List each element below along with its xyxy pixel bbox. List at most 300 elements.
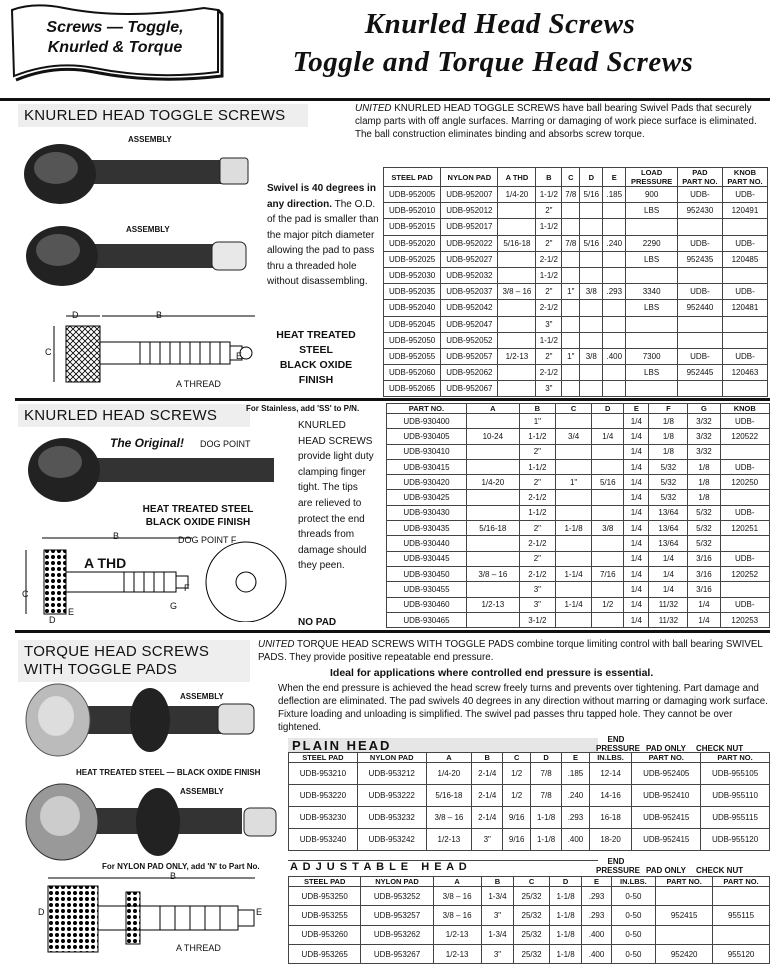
table-cell (555, 459, 591, 474)
heat-line-2: STEEL (299, 344, 333, 356)
table-row (289, 944, 770, 963)
column-header: NYLON PAD (361, 877, 433, 887)
table-cell (722, 332, 767, 348)
table-cell: 9/16 (503, 807, 531, 829)
table-cell (580, 251, 603, 267)
table-cell: UDB-952017 (441, 219, 498, 235)
brand-name: UNITED (355, 103, 392, 114)
table-cell: UDB-952065 (384, 381, 441, 397)
table-row (384, 332, 768, 348)
table-cell: 1/4 (688, 597, 720, 612)
column-header: A (433, 877, 481, 887)
table-row (289, 906, 770, 925)
table-cell: 5/32 (688, 536, 720, 551)
swivel-note-bold: Swivel is 40 degrees in any direction. (267, 183, 376, 210)
table-cell: 120522 (720, 429, 770, 444)
table-cell (498, 381, 536, 397)
section-divider-2 (15, 398, 770, 401)
table-cell: 5/32 (688, 505, 720, 520)
table-row (384, 381, 768, 397)
column-header: LOAD PRESSURE (626, 168, 678, 187)
table-cell: 120251 (720, 521, 770, 536)
table-cell: 1/4 (624, 505, 649, 520)
table-cell: UDB-952020 (384, 235, 441, 251)
table-cell: 1/4 (624, 444, 649, 459)
torque-screw-photo-2 (22, 778, 282, 862)
table-cell: 1/8 (649, 444, 688, 459)
table-cell: 1/4 (624, 429, 649, 444)
table-cell (626, 219, 678, 235)
table-cell: .400 (562, 829, 590, 851)
table-cell: 3" (519, 582, 555, 597)
table-cell: 955115 (713, 906, 770, 925)
table-cell: 1/4 (649, 551, 688, 566)
table-cell: 13/64 (649, 505, 688, 520)
table-cell: UDB-952030 (384, 267, 441, 283)
table-row (289, 763, 770, 785)
table-row (384, 251, 768, 267)
table-cell: 25/32 (514, 887, 549, 906)
table-cell (466, 536, 519, 551)
table-cell: 2" (536, 203, 562, 219)
table-cell (720, 536, 770, 551)
table-cell: 1-1/8 (549, 887, 582, 906)
table-cell: 1/4 (624, 475, 649, 490)
table-cell: 3/8 – 16 (433, 906, 481, 925)
column-header: B (536, 168, 562, 187)
table-cell: UDB-952060 (384, 365, 441, 381)
table-cell (580, 365, 603, 381)
dim-b: B (170, 871, 177, 881)
table-cell: 120485 (722, 251, 767, 267)
table-cell: UDB-953255 (289, 906, 361, 925)
table-cell (592, 536, 624, 551)
section-divider-3 (15, 630, 770, 633)
table-cell (677, 381, 722, 397)
table-cell: 120253 (720, 612, 770, 627)
table-cell: 3" (536, 316, 562, 332)
column-header: D (549, 877, 582, 887)
table-cell: 955120 (713, 944, 770, 963)
table-cell: UDB-930460 (387, 597, 467, 612)
table-cell: 3/8 (580, 348, 603, 364)
table-cell: 7/8 (530, 785, 561, 807)
table-cell (466, 582, 519, 597)
table-cell (603, 251, 626, 267)
table-cell (466, 414, 519, 429)
table-cell: 952445 (677, 365, 722, 381)
table-row (387, 444, 770, 459)
table-cell: UDB-952415 (632, 829, 701, 851)
table-cell: 1/4 (624, 536, 649, 551)
table-cell: 120481 (722, 300, 767, 316)
table-cell: UDB-953250 (289, 887, 361, 906)
table-cell: UDB-953220 (289, 785, 358, 807)
table-cell: 1/4 (624, 490, 649, 505)
table-cell (592, 582, 624, 597)
table-row (384, 316, 768, 332)
table-cell: 0-50 (611, 906, 656, 925)
table-cell: 1/2 (592, 597, 624, 612)
table-cell: UDB- (722, 187, 767, 203)
table-cell (580, 267, 603, 283)
table-cell (562, 316, 580, 332)
heat-line-1: HEAT TREATED STEEL (142, 504, 254, 515)
table-cell: UDB-930445 (387, 551, 467, 566)
table-cell (562, 332, 580, 348)
table-cell: UDB-952025 (384, 251, 441, 267)
column-header: NYLON PAD (357, 753, 426, 763)
table-cell: 2-1/2 (519, 566, 555, 581)
table-row (289, 925, 770, 944)
table-cell: 120252 (720, 566, 770, 581)
table-cell: UDB-952405 (632, 763, 701, 785)
table-cell: .293 (582, 906, 611, 925)
table-cell: 25/32 (514, 925, 549, 944)
table-cell (722, 381, 767, 397)
table-cell (498, 251, 536, 267)
dim-e: E (68, 607, 75, 617)
toggle-intro (355, 102, 765, 141)
table-cell: 1/4 (624, 582, 649, 597)
table-row (384, 203, 768, 219)
table-cell (722, 316, 767, 332)
column-header: STEEL PAD (289, 753, 358, 763)
table-cell (498, 219, 536, 235)
table-cell: 1/2-13 (433, 944, 481, 963)
table-cell (562, 267, 580, 283)
dim-dogpoint-f: DOG POINT F (178, 535, 237, 545)
table-cell: 25/32 (514, 944, 549, 963)
table-cell: 3" (481, 944, 514, 963)
column-header: B (472, 753, 503, 763)
table-cell: 3" (519, 597, 555, 612)
table-cell (498, 300, 536, 316)
column-header: IN.LBS. (589, 753, 632, 763)
table-cell (562, 365, 580, 381)
table-cell: .185 (562, 763, 590, 785)
table-cell: 7/8 (530, 763, 561, 785)
table-cell: 1-3/4 (481, 887, 514, 906)
table-cell (603, 267, 626, 283)
table-cell: 7300 (626, 348, 678, 364)
table-row (387, 536, 770, 551)
table-cell: UDB-952022 (441, 235, 498, 251)
plain-checknut-label: CHECK NUT (696, 744, 744, 753)
heat-line-4: FINISH (298, 374, 334, 386)
table-header (289, 877, 770, 887)
table-row (387, 566, 770, 581)
table-cell: 3/4 (555, 429, 591, 444)
table-cell: 1/2-13 (466, 597, 519, 612)
table-cell: UDB-952005 (384, 187, 441, 203)
page-title: Knurled Head Screws (364, 8, 636, 40)
table-cell (498, 332, 536, 348)
table-cell: 1/4 (592, 429, 624, 444)
table-cell: 120250 (720, 475, 770, 490)
table-cell: UDB-930455 (387, 582, 467, 597)
table-cell (498, 365, 536, 381)
table-cell: UDB-953222 (357, 785, 426, 807)
table-cell: 5/32 (649, 490, 688, 505)
table-cell: UDB- (722, 235, 767, 251)
table-cell: UDB- (722, 284, 767, 300)
dim-athd: A THD (84, 555, 127, 571)
table-cell: 5/16 (580, 187, 603, 203)
table-cell: 3/8 – 16 (498, 284, 536, 300)
table-cell: 1/8 (688, 475, 720, 490)
table-cell: .240 (603, 235, 626, 251)
column-header: PART NO. (387, 404, 467, 414)
table-cell (603, 203, 626, 219)
table-cell: 1-1/8 (555, 521, 591, 536)
table-cell (580, 381, 603, 397)
table-row (384, 348, 768, 364)
dim-c: C (45, 347, 52, 357)
table-cell (626, 267, 678, 283)
adjustable-head-title: A D J U S T A B L E H E A D (288, 860, 598, 873)
assembly-label-2: ASSEMBLY (180, 787, 224, 796)
table-cell (466, 490, 519, 505)
table-cell: 1/2-13 (498, 348, 536, 364)
original-label: The Original! (110, 436, 185, 450)
table-cell: 5/16-18 (426, 785, 472, 807)
table-cell (603, 316, 626, 332)
table-cell: 2-1/4 (472, 807, 503, 829)
table-cell: UDB-952012 (441, 203, 498, 219)
dim-b: B (113, 531, 120, 541)
torque-intro-text: TORQUE HEAD SCREWS WITH TOGGLE PADS combine torque limiting control with ball bearing SWIVEL PADS. They provide positive repeatable end pressure. (258, 639, 763, 663)
table-cell: 2" (536, 235, 562, 251)
table-cell: UDB-953212 (357, 763, 426, 785)
dim-d: D (49, 615, 56, 625)
adjustable-head-table (288, 876, 770, 964)
table-cell: UDB-953265 (289, 944, 361, 963)
column-header: G (688, 404, 720, 414)
table-cell: UDB- (677, 235, 722, 251)
table-cell: .293 (582, 887, 611, 906)
table-cell: 16-18 (589, 807, 632, 829)
table-cell: UDB-953240 (289, 829, 358, 851)
table-cell: UDB-930450 (387, 566, 467, 581)
knurled-heat-note (138, 503, 258, 529)
table-cell (466, 612, 519, 627)
table-cell: 1/4 (624, 597, 649, 612)
table-body (289, 763, 770, 851)
table-cell (656, 887, 713, 906)
table-cell: 3/32 (688, 444, 720, 459)
table-cell: 7/16 (592, 566, 624, 581)
knurled-dimension-diagram (14, 530, 288, 622)
table-cell (555, 582, 591, 597)
table-cell: 1-1/2 (536, 187, 562, 203)
table-cell (713, 887, 770, 906)
table-cell: 952440 (677, 300, 722, 316)
table-cell: 952435 (677, 251, 722, 267)
table-cell: 5/16 (580, 235, 603, 251)
torque-intro (258, 638, 768, 664)
banner-text: Screws — Toggle, Knurled & Torque (46, 19, 184, 56)
column-header: D (580, 168, 603, 187)
table-cell: 2-1/2 (536, 300, 562, 316)
brand-name: UNITED (258, 639, 295, 650)
table-cell: 1/8 (688, 490, 720, 505)
ideal-note: Ideal for applications where controlled end pressure is essential. (330, 667, 654, 679)
torque-heat-note: HEAT TREATED STEEL — BLACK OXIDE FINISH (76, 768, 261, 777)
column-header: E (562, 753, 590, 763)
nylon-note: For NYLON PAD ONLY, add 'N' to Part No. (102, 862, 260, 871)
heat-line-1: HEAT TREATED (276, 329, 356, 341)
section-heading-torque (18, 640, 250, 682)
table-cell: UDB-953230 (289, 807, 358, 829)
table-cell: 3" (481, 906, 514, 925)
column-header: A (426, 753, 472, 763)
table-cell: .400 (603, 348, 626, 364)
table-cell: 12-14 (589, 763, 632, 785)
torque-heading-line-1: TORQUE HEAD SCREWS (24, 643, 210, 660)
table-cell: 1/2-13 (433, 925, 481, 944)
table-cell: 1/4 (624, 459, 649, 474)
table-row (384, 365, 768, 381)
table-cell: 3/8 (580, 284, 603, 300)
table-header (387, 404, 770, 414)
table-cell: UDB-952047 (441, 316, 498, 332)
table-cell (555, 612, 591, 627)
column-header: PART NO. (632, 753, 701, 763)
table-cell: 3/16 (688, 582, 720, 597)
torque-heading-line-2: WITH TOGGLE PADS (24, 661, 178, 678)
table-cell: 2" (519, 475, 555, 490)
assembly-label: ASSEMBLY (180, 692, 224, 701)
toggle-intro-text: KNURLED HEAD TOGGLE SCREWS have ball bearing Swivel Pads that securely clamp parts with off angle surfaces. Marring or damaging of work piece surface is eliminated. The ball construction eliminates binding and absorbs screw torque. (355, 103, 757, 140)
torque-desc: When the end pressure is achieved the head screw freely turns and prevents over tightening. Part damage and deflection are eliminated. The pad swivels 40 degrees in any direction without marring or damaging work surface. Fixture loading and unloading is simplified. The swivel pad passes thru tapped hole. They cannot be over tightened. (278, 683, 768, 733)
toggle-screw-table (383, 167, 768, 397)
adj-padonly-label: PAD ONLY (646, 866, 687, 875)
table-cell (555, 414, 591, 429)
table-cell: 3/8 – 16 (426, 807, 472, 829)
heat-line-3: BLACK OXIDE (279, 359, 353, 371)
table-cell: 13/64 (649, 536, 688, 551)
table-cell (498, 316, 536, 332)
table-cell: UDB- (677, 348, 722, 364)
table-cell: 3" (472, 829, 503, 851)
table-cell: UDB-952032 (441, 267, 498, 283)
dogpoint-label: DOG POINT (200, 439, 251, 449)
table-cell (466, 505, 519, 520)
table-cell: .293 (562, 807, 590, 829)
table-body (384, 187, 768, 397)
no-pad-label: NO PAD (298, 617, 337, 628)
column-header: D (592, 404, 624, 414)
table-row (387, 414, 770, 429)
table-cell (592, 444, 624, 459)
table-cell: 3/8 – 16 (466, 566, 519, 581)
swivel-note-text: The O.D. of the pad is smaller than the major pitch diameter allowing the pad to pass thru a threaded hole without disassembling. (267, 198, 379, 287)
table-cell (603, 381, 626, 397)
table-row (289, 807, 770, 829)
table-row (387, 597, 770, 612)
table-cell: 1/2-13 (426, 829, 472, 851)
table-cell: 1/4 (624, 566, 649, 581)
table-cell: 952430 (677, 203, 722, 219)
table-cell: UDB-952015 (384, 219, 441, 235)
table-cell: 5/32 (649, 475, 688, 490)
dim-f: F (184, 583, 190, 593)
plain-head-table (288, 752, 770, 851)
assembly-label-2: ASSEMBLY (126, 225, 170, 234)
table-cell (677, 316, 722, 332)
table-cell (498, 203, 536, 219)
table-cell: 5/32 (688, 521, 720, 536)
table-row (387, 490, 770, 505)
table-cell: LBS (626, 251, 678, 267)
table-cell: .400 (582, 925, 611, 944)
table-cell: 1-1/8 (530, 829, 561, 851)
table-cell: .185 (603, 187, 626, 203)
table-cell: UDB-930430 (387, 505, 467, 520)
table-cell: 1-1/8 (549, 925, 582, 944)
column-header: STEEL PAD (289, 877, 361, 887)
table-cell (562, 251, 580, 267)
table-row (384, 284, 768, 300)
dim-d: D (72, 310, 79, 320)
table-cell (677, 267, 722, 283)
table-cell (603, 365, 626, 381)
column-header: B (481, 877, 514, 887)
table-cell (592, 459, 624, 474)
table-cell: 2" (536, 284, 562, 300)
table-cell (592, 414, 624, 429)
table-cell: 3/32 (688, 414, 720, 429)
table-cell: 1-1/2 (536, 219, 562, 235)
stainless-note: For Stainless, add 'SS' to P/N. (246, 404, 360, 413)
table-cell: 11/32 (649, 597, 688, 612)
assembly-label: ASSEMBLY (128, 135, 172, 144)
table-cell: UDB- (720, 597, 770, 612)
table-cell (555, 490, 591, 505)
table-cell: 13/64 (649, 521, 688, 536)
table-body (289, 887, 770, 964)
table-cell: UDB- (722, 348, 767, 364)
table-cell (555, 536, 591, 551)
table-cell: 7/8 (562, 187, 580, 203)
table-cell: .240 (562, 785, 590, 807)
table-row (384, 267, 768, 283)
table-cell: UDB-953210 (289, 763, 358, 785)
table-header (384, 168, 768, 187)
table-cell: UDB- (677, 284, 722, 300)
table-cell: UDB-952027 (441, 251, 498, 267)
table-cell: 1/4-20 (426, 763, 472, 785)
table-cell: 0-50 (611, 887, 656, 906)
table-cell: UDB-952415 (632, 807, 701, 829)
header-row (289, 753, 770, 763)
table-cell (720, 490, 770, 505)
adj-checknut-label: CHECK NUT (696, 866, 744, 875)
table-cell: UDB-930400 (387, 414, 467, 429)
knurled-screw-photo (24, 430, 294, 510)
table-cell: 1-1/2 (519, 429, 555, 444)
dim-c: C (22, 589, 29, 599)
table-cell: .400 (582, 944, 611, 963)
table-cell (720, 582, 770, 597)
column-header: E (603, 168, 626, 187)
column-header: IN.LBS. (611, 877, 656, 887)
table-cell: 900 (626, 187, 678, 203)
section-heading-knurled: KNURLED HEAD SCREWS (18, 404, 250, 427)
table-cell (626, 381, 678, 397)
table-cell: 9/16 (503, 829, 531, 851)
